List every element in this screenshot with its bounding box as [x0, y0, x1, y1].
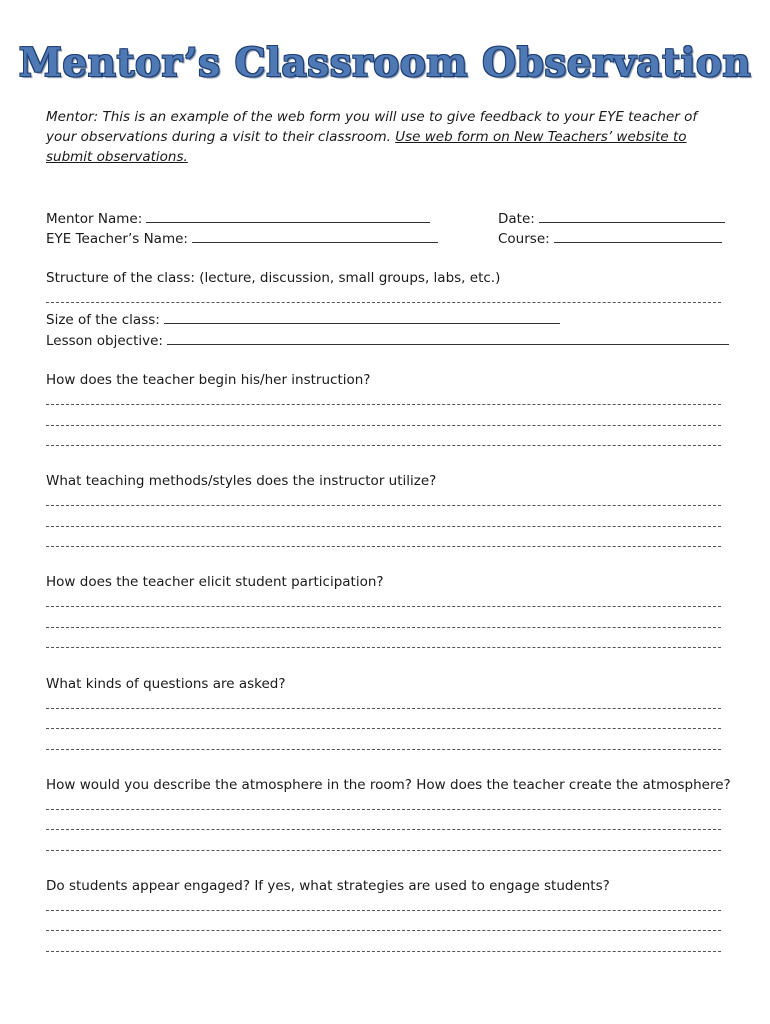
- answer-line[interactable]: [46, 708, 721, 709]
- answer-line[interactable]: [46, 505, 721, 506]
- objective-blank[interactable]: [167, 331, 729, 345]
- teacher-name-blank[interactable]: [192, 229, 438, 243]
- answer-line[interactable]: [46, 404, 721, 405]
- size-label: Size of the class:: [46, 312, 160, 328]
- web-form-link[interactable]: Use web form on New Teachers’ website to submit observations.: [46, 129, 687, 165]
- answer-line[interactable]: [46, 749, 721, 750]
- answer-line[interactable]: [46, 809, 721, 810]
- intro-paragraph: [46, 107, 726, 167]
- answer-line[interactable]: [46, 606, 721, 607]
- size-blank[interactable]: [164, 310, 560, 324]
- answer-line[interactable]: [46, 627, 721, 628]
- mentor-name-field: [46, 209, 430, 228]
- answer-line[interactable]: [46, 850, 721, 851]
- answer-line[interactable]: [46, 546, 721, 547]
- objective-label: Lesson objective:: [46, 333, 163, 349]
- objective-field: [46, 331, 729, 350]
- teacher-name-field: [46, 229, 438, 248]
- structure-answer-line[interactable]: [46, 302, 721, 303]
- course-field: [498, 229, 722, 248]
- answer-line[interactable]: [46, 930, 721, 931]
- answer-line[interactable]: [46, 526, 721, 527]
- question-3: How does the teacher elicit student participation?: [46, 574, 384, 590]
- question-4: What kinds of questions are asked?: [46, 676, 286, 692]
- teacher-name-label: EYE Teacher’s Name:: [46, 231, 188, 247]
- answer-line[interactable]: [46, 951, 721, 952]
- size-field: [46, 310, 560, 329]
- question-6: Do students appear engaged? If yes, what strategies are used to engage students?: [46, 878, 610, 894]
- mentor-name-label: Mentor Name:: [46, 211, 143, 227]
- answer-line[interactable]: [46, 829, 721, 830]
- question-5: How would you describe the atmosphere in the room? How does the teacher create the atmosphere?: [46, 777, 731, 793]
- date-field: [498, 209, 725, 228]
- answer-line[interactable]: [46, 445, 721, 446]
- answer-line[interactable]: [46, 647, 721, 648]
- answer-line[interactable]: [46, 425, 721, 426]
- structure-label: Structure of the class: (lecture, discussion, small groups, labs, etc.): [46, 270, 501, 286]
- intro-text: Mentor: This is an example of the web form you will use to give feedback to your EYE teacher of your observations during a visit to their classroom.: [46, 109, 698, 145]
- answer-line[interactable]: [46, 910, 721, 911]
- course-label: Course:: [498, 231, 550, 247]
- question-2: What teaching methods/styles does the instructor utilize?: [46, 473, 437, 489]
- answer-line[interactable]: [46, 728, 721, 729]
- date-label: Date:: [498, 211, 535, 227]
- mentor-name-blank[interactable]: [146, 209, 430, 223]
- page-title: Mentor’s Classroom Observation: [18, 40, 752, 86]
- course-blank[interactable]: [554, 229, 722, 243]
- date-blank[interactable]: [539, 209, 725, 223]
- question-1: How does the teacher begin his/her instruction?: [46, 372, 371, 388]
